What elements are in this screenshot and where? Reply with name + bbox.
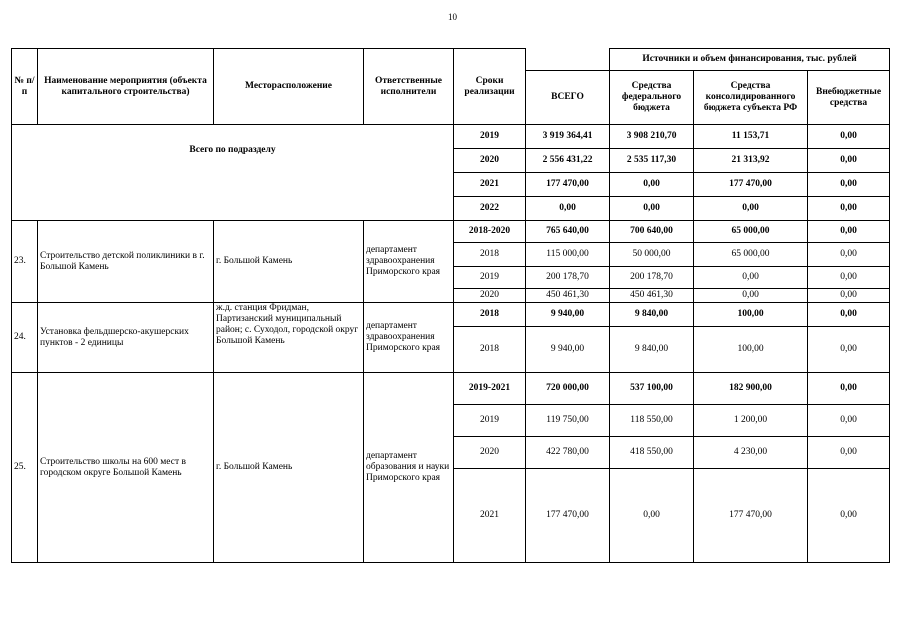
cell-year: 2021 [454,173,526,197]
cell-year: 2019-2021 [454,373,526,405]
cell-federal: 418 550,00 [610,437,694,469]
cell-regional: 1 200,00 [694,405,808,437]
cell-federal: 700 640,00 [610,221,694,243]
cell-extra: 0,00 [808,405,890,437]
cell-regional: 100,00 [694,327,808,373]
cell-extra: 0,00 [808,267,890,289]
table-row [12,373,890,405]
cell-extra: 0,00 [808,243,890,267]
cell-total: 450 461,30 [526,289,610,303]
cell-federal: 0,00 [610,197,694,221]
item-location: г. Большой Камень [214,373,364,563]
cell-regional: 182 900,00 [694,373,808,405]
cell-year: 2021 [454,469,526,563]
cell-regional: 11 153,71 [694,125,808,149]
item-num: 23. [12,221,38,303]
table-row [12,303,890,327]
cell-extra: 0,00 [808,149,890,173]
cell-total: 422 780,00 [526,437,610,469]
cell-extra: 0,00 [808,197,890,221]
cell-total: 115 000,00 [526,243,610,267]
cell-extra: 0,00 [808,469,890,563]
cell-total: 720 000,00 [526,373,610,405]
summary-label: Всего по подразделу [12,125,454,221]
cell-year: 2019 [454,125,526,149]
header-federal: Средства федерального бюджета [610,71,694,125]
cell-year: 2020 [454,149,526,173]
header-terms: Сроки реализации [454,49,526,125]
cell-federal: 9 840,00 [610,303,694,327]
cell-regional: 177 470,00 [694,173,808,197]
cell-year: 2018-2020 [454,221,526,243]
cell-total: 765 640,00 [526,221,610,243]
cell-regional: 4 230,00 [694,437,808,469]
item-executor: департамент образования и науки Приморского края [364,373,454,563]
cell-federal: 9 840,00 [610,327,694,373]
cell-extra: 0,00 [808,437,890,469]
cell-total: 3 919 364,41 [526,125,610,149]
item-location: ж.д. станция Фридман, Партизанский муниципальный район; с. Суходол, городской округ Большой Камень [214,303,364,373]
cell-regional: 65 000,00 [694,221,808,243]
cell-year: 2018 [454,243,526,267]
item-num: 24. [12,303,38,373]
cell-federal: 537 100,00 [610,373,694,405]
cell-federal: 0,00 [610,469,694,563]
header-location: Месторасположение [214,49,364,125]
cell-federal: 2 535 117,30 [610,149,694,173]
header-name: Наименование мероприятия (объекта капитального строительства) [38,49,214,125]
header-sources: Источники и объем финансирования, тыс. рублей [610,49,890,71]
cell-extra: 0,00 [808,373,890,405]
cell-regional: 0,00 [694,267,808,289]
item-location: г. Большой Камень [214,221,364,303]
cell-year: 2019 [454,267,526,289]
header-num: № п/п [12,49,38,125]
item-num: 25. [12,373,38,563]
cell-regional: 0,00 [694,197,808,221]
header-extra: Внебюджетные средства [808,71,890,125]
cell-total: 9 940,00 [526,303,610,327]
cell-total: 2 556 431,22 [526,149,610,173]
header-total: ВСЕГО [526,71,610,125]
cell-total: 9 940,00 [526,327,610,373]
cell-year: 2018 [454,303,526,327]
financing-table [11,48,890,563]
cell-extra: 0,00 [808,303,890,327]
header-regional: Средства консолидированного бюджета субъекта РФ [694,71,808,125]
cell-regional: 100,00 [694,303,808,327]
cell-regional: 0,00 [694,289,808,303]
cell-federal: 50 000,00 [610,243,694,267]
item-executor: департамент здравоохранения Приморского края [364,303,454,373]
cell-extra: 0,00 [808,289,890,303]
cell-total: 200 178,70 [526,267,610,289]
item-name: Строительство школы на 600 мест в городском округе Большой Камень [38,373,214,563]
item-name: Установка фельдшерско-акушерских пунктов - 2 единицы [38,303,214,373]
cell-total: 0,00 [526,197,610,221]
cell-year: 2018 [454,327,526,373]
cell-total: 177 470,00 [526,173,610,197]
item-name: Строительство детской поликлиники в г. Большой Камень [38,221,214,303]
cell-federal: 0,00 [610,173,694,197]
cell-regional: 65 000,00 [694,243,808,267]
item-executor: департамент здравоохранения Приморского края [364,221,454,303]
cell-extra: 0,00 [808,327,890,373]
header-total-top [526,49,610,71]
cell-regional: 177 470,00 [694,469,808,563]
cell-total: 177 470,00 [526,469,610,563]
cell-extra: 0,00 [808,173,890,197]
header-executors: Ответственные исполнители [364,49,454,125]
cell-regional: 21 313,92 [694,149,808,173]
cell-year: 2020 [454,437,526,469]
page-number: 10 [448,12,457,22]
cell-federal: 450 461,30 [610,289,694,303]
cell-extra: 0,00 [808,125,890,149]
cell-total: 119 750,00 [526,405,610,437]
cell-year: 2019 [454,405,526,437]
cell-federal: 3 908 210,70 [610,125,694,149]
summary-row [12,125,890,149]
cell-year: 2022 [454,197,526,221]
table-row [12,221,890,243]
cell-federal: 200 178,70 [610,267,694,289]
cell-extra: 0,00 [808,221,890,243]
cell-year: 2020 [454,289,526,303]
cell-federal: 118 550,00 [610,405,694,437]
